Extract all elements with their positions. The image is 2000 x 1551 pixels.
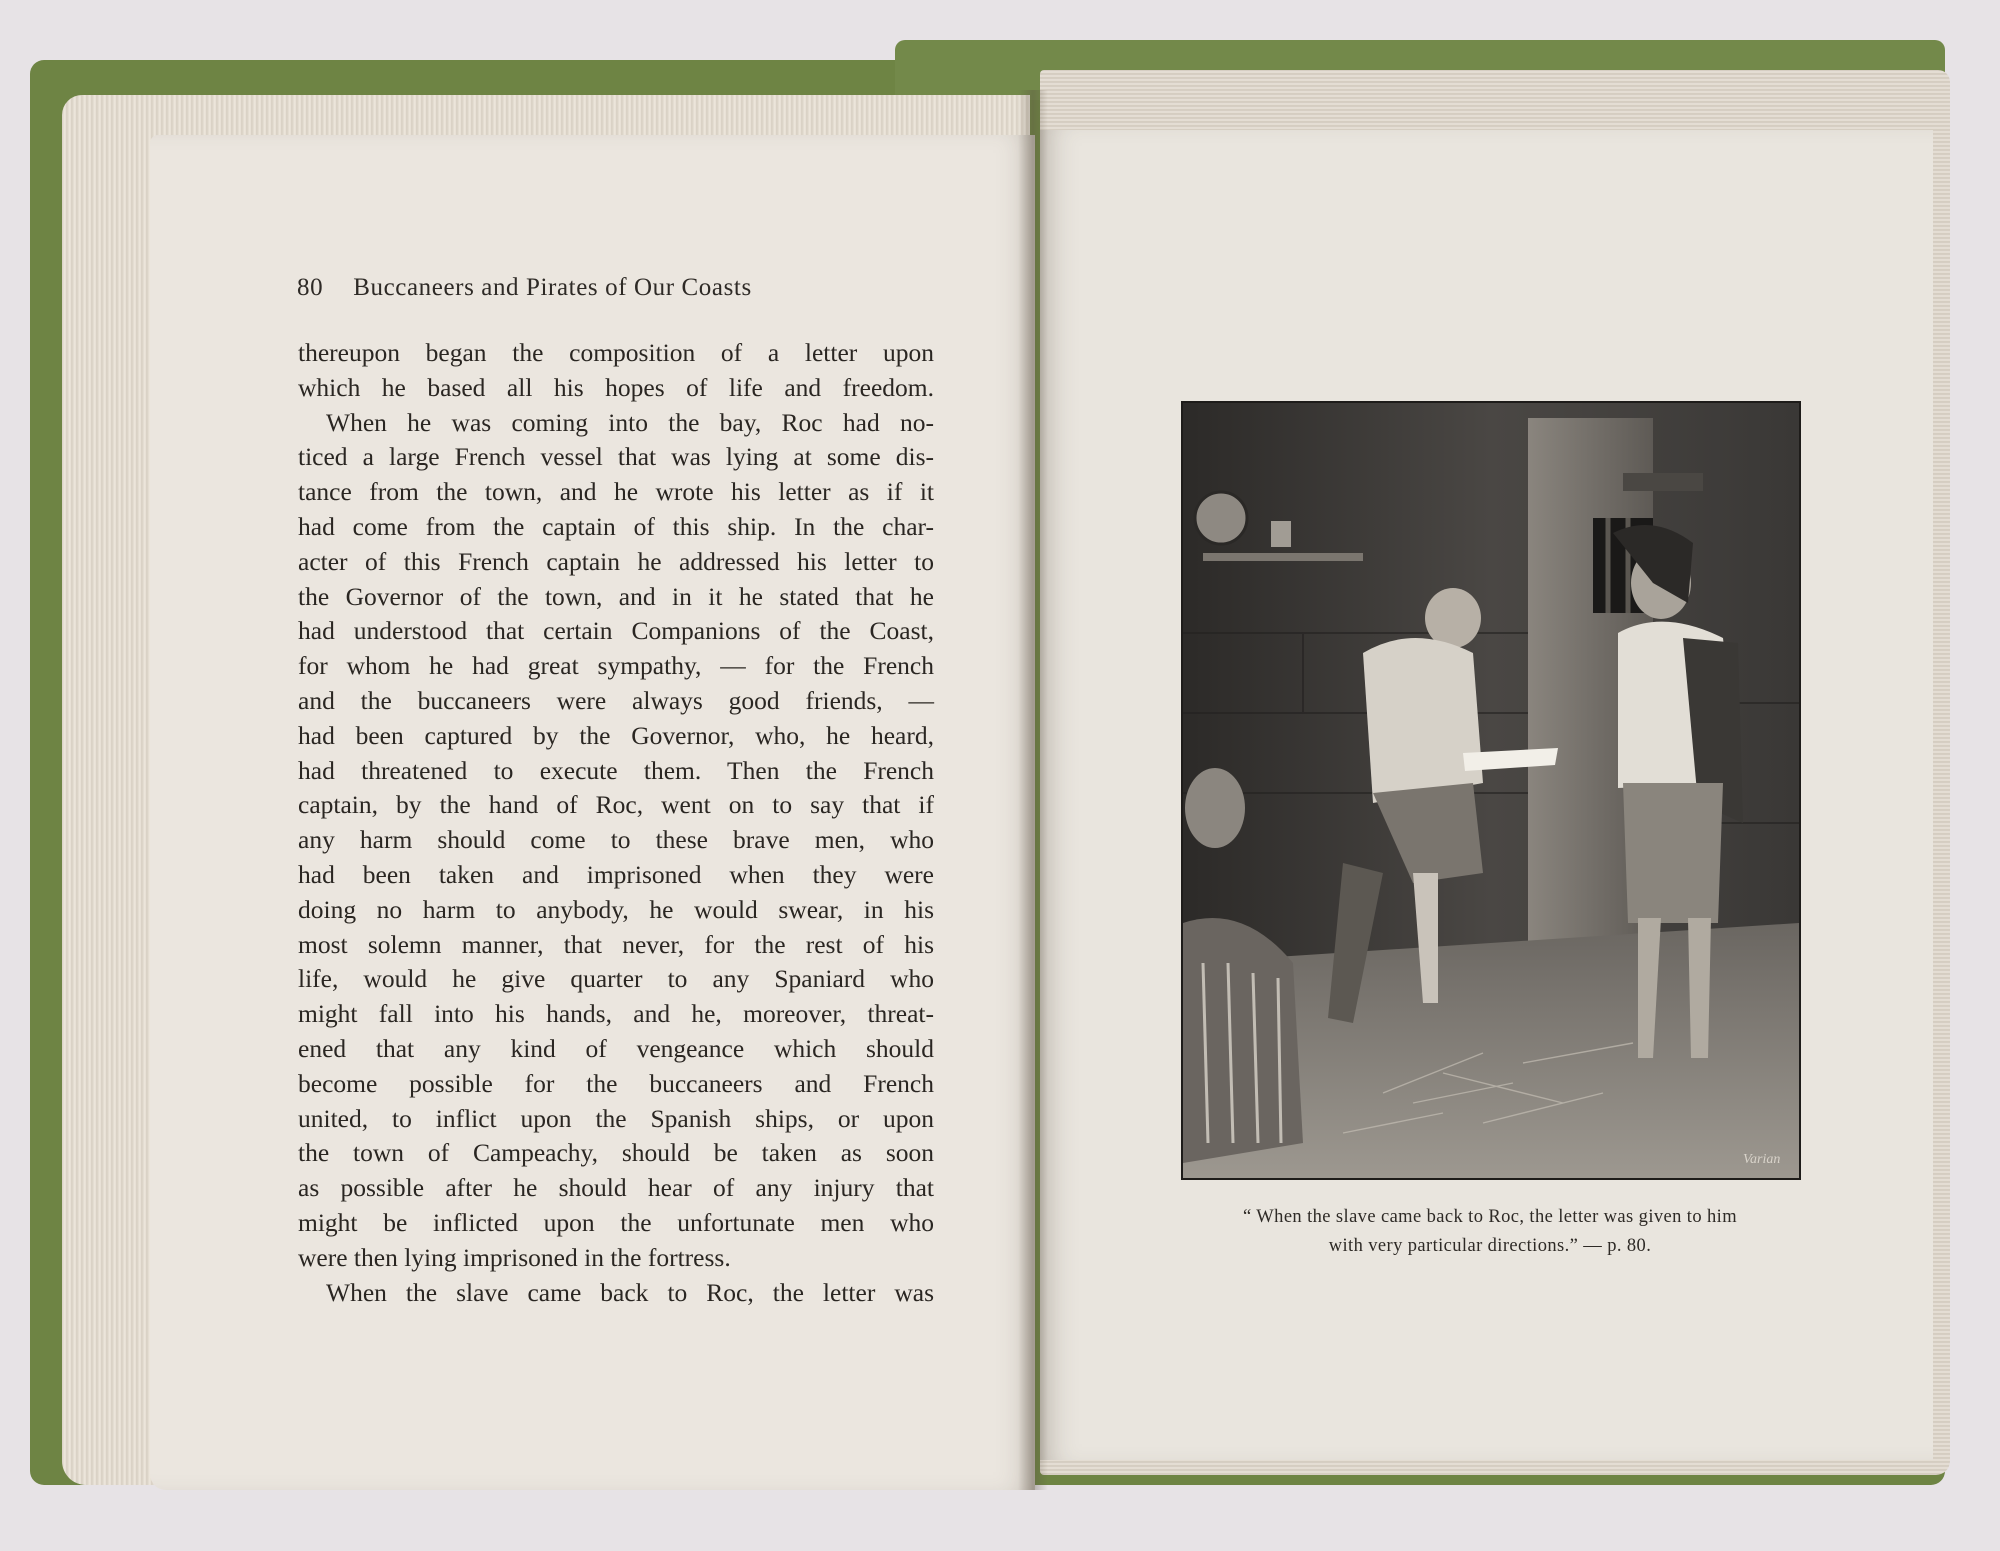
text-line: life, would he give quarter to any Spaniard who [298, 964, 934, 994]
text-line: most solemn manner, that never, for the rest of his [298, 929, 934, 959]
text-line: ticed a large French vessel that was lying at some dis- [298, 442, 934, 472]
text-line: When the slave came back to Roc, the letter was [326, 1277, 934, 1307]
text-line: the Governor of the town, and in it he stated that he [298, 581, 934, 611]
text-line: ened that any kind of vengeance which should [298, 1033, 934, 1063]
text-line: which he based all his hopes of life and freedom. [298, 372, 934, 402]
text-line: become possible for the buccaneers and French [298, 1068, 934, 1098]
text-line: thereupon began the composition of a letter upon [298, 338, 934, 367]
text-line: might fall into his hands, and he, moreover, threat- [298, 999, 934, 1029]
text-line: for whom he had great sympathy, — for the French [298, 651, 934, 681]
caption-line: with very particular directions.” — p. 80. [1328, 1236, 1652, 1256]
body-text [298, 336, 934, 1310]
text-line: tance from the town, and he wrote his letter as if it [298, 477, 934, 507]
text-line: had been taken and imprisoned when they were [298, 859, 934, 889]
text-line: the town of Campeachy, should be taken as soon [298, 1138, 934, 1168]
text-line: had been captured by the Governor, who, he heard, [298, 720, 934, 750]
book-title: Buccaneers and Pirates of Our Coasts [353, 274, 752, 301]
book-gutter [1018, 90, 1048, 1490]
text-line: and the buccaneers were always good friends, — [298, 685, 934, 715]
text-line: When he was coming into the bay, Roc had no- [326, 407, 934, 437]
running-head [297, 274, 752, 302]
text-line: doing no harm to anybody, he would swear, in his [298, 894, 934, 924]
text-line: were then lying imprisoned in the fortress. [298, 1242, 731, 1272]
text-line: united, to inflict upon the Spanish ships, or upon [298, 1103, 934, 1133]
text-line: had threatened to execute them. Then the French [298, 755, 934, 785]
text-line: acter of this French captain he addressed his letter to [298, 546, 934, 576]
text-line: as possible after he should hear of any injury that [298, 1173, 934, 1203]
illustration-caption [1175, 1203, 1805, 1261]
artist-signature: Varian [1743, 1152, 1781, 1167]
text-line: any harm should come to these brave men, who [298, 825, 934, 855]
plate-on-shelf [1195, 492, 1247, 544]
text-line: captain, by the hand of Roc, went on to say that if [298, 790, 934, 820]
text-line: had understood that certain Companions of the Coast, [298, 616, 934, 646]
text-line: might be inflicted upon the unfortunate men who [298, 1207, 934, 1237]
illustration-plate[interactable] [1181, 401, 1801, 1180]
figure-crouching [1183, 918, 1303, 1163]
text-line: had come from the captain of this ship. In the char- [298, 511, 934, 541]
page-number: 80 [297, 274, 324, 301]
caption-line: “ When the slave came back to Roc, the letter was given to him [1243, 1207, 1737, 1227]
prison-scene-illustration [1183, 403, 1799, 1178]
